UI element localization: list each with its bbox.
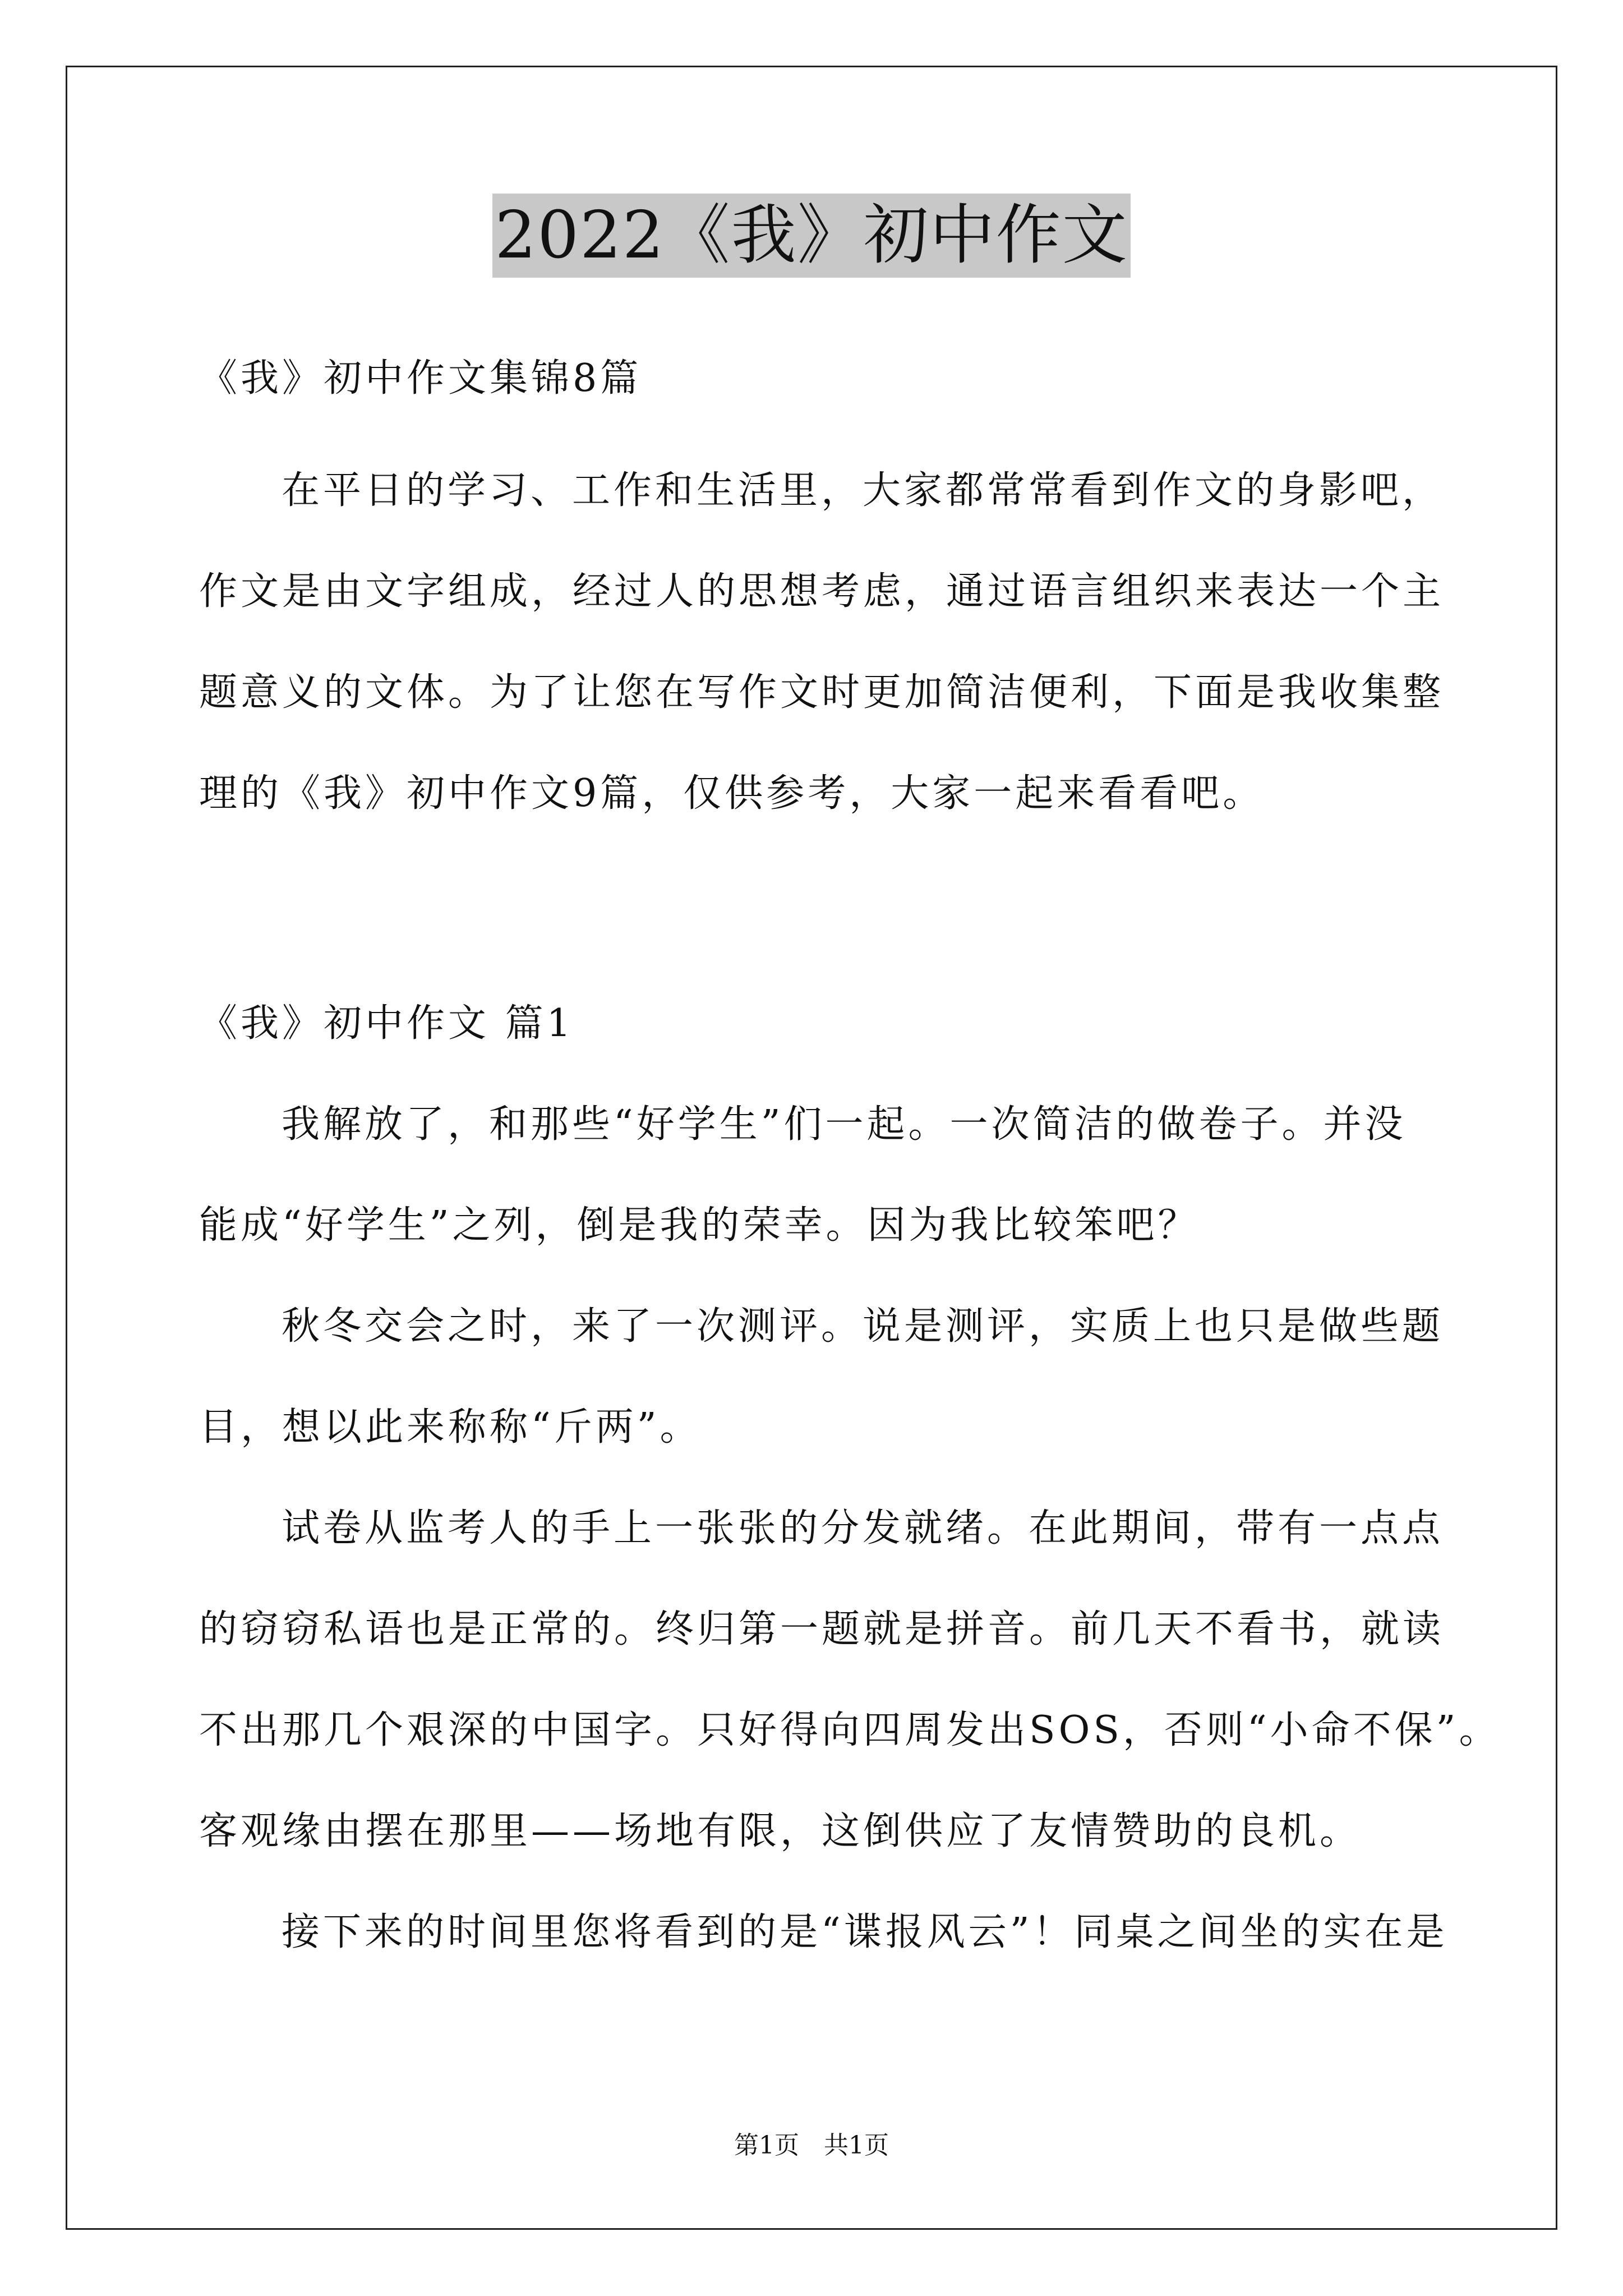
title-container	[0, 194, 1623, 278]
body-line-7: 不出那几个艰深的中国字。只好得向四周发出SOS，否则“小命不保”。	[199, 1708, 1501, 1752]
document-subtitle: 《我》初中作文集锦8篇	[199, 356, 642, 401]
intro-line-2: 作文是由文字组成，经过人的思想考虑，通过语言组织来表达一个主	[199, 569, 1445, 614]
intro-line-3: 题意义的文体。为了让您在写作文时更加简洁便利，下面是我收集整	[199, 670, 1445, 715]
body-line-5: 试卷从监考人的手上一张张的分发就绪。在此期间，带有一点点	[282, 1506, 1444, 1550]
body-line-2: 能成“好学生”之列，倒是我的荣幸。因为我比较笨吧？	[199, 1203, 1200, 1248]
body-line-8: 客观缘由摆在那里——场地有限，这倒供应了友情赞助的良机。	[199, 1809, 1362, 1853]
section-heading: 《我》初中作文 篇1	[199, 1001, 574, 1046]
body-line-9: 接下来的时间里您将看到的是“谍报风云”！同桌之间坐的实在是	[282, 1910, 1448, 1954]
document-title: 2022《我》初中作文	[492, 194, 1130, 278]
page-footer: 第1页 共1页	[734, 2131, 889, 2160]
body-line-4: 目，想以此来称称“斤两”。	[199, 1405, 702, 1450]
intro-line-4: 理的《我》初中作文9篇，仅供参考，大家一起来看看吧。	[199, 771, 1265, 816]
body-line-3: 秋冬交会之时，来了一次测评。说是测评，实质上也只是做些题	[282, 1304, 1444, 1349]
body-line-6: 的窃窃私语也是正常的。终归第一题就是拼音。前几天不看书，就读	[199, 1607, 1445, 1651]
intro-line-1: 在平日的学习、工作和生活里，大家都常常看到作文的身影吧，	[282, 468, 1444, 513]
body-line-1: 我解放了，和那些“好学生”们一起。一次简洁的做卷子。并没	[282, 1102, 1407, 1147]
